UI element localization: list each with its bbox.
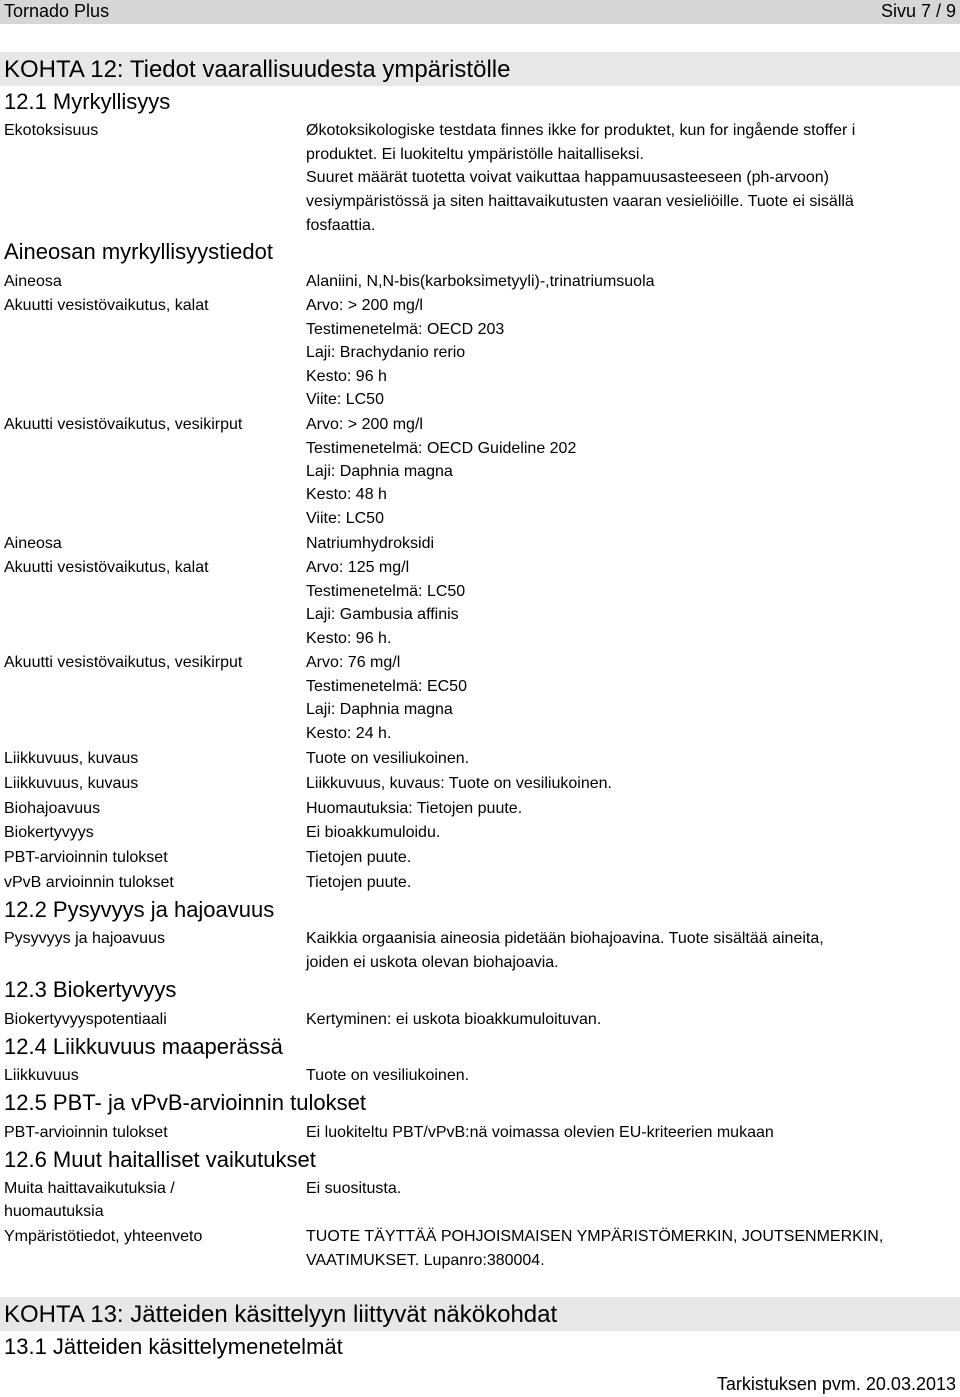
section-12-title: KOHTA 12: Tiedot vaarallisuudesta ympäristölle [4,56,511,83]
mobility-label: Liikkuvuus [4,1067,79,1084]
subsection-12-5-title: 12.5 PBT- ja vPvB-arvioinnin tulokset [4,1090,366,1115]
ecotoxicity-line-2: produktet. Ei luokiteltu ympäristölle haitalliseksi. [306,146,644,163]
revision-date: Tarkistuksen pvm. 20.03.2013 [716,1374,956,1394]
persistence-line-1: Kaikkia orgaanisia aineosia pidetään biohajoavina. Tuote sisältää aineita, [306,930,824,947]
ecotoxicity-line-3: Suuret määrät tuotetta voivat vaikuttaa happamuusasteeseen (ph-arvoon) [306,169,829,186]
row-value: Kesto: 48 h [306,486,387,503]
row-value: Kesto: 24 h. [306,725,392,742]
mobility-value: Tuote on vesiliukoinen. [306,1067,470,1084]
row-value: Testimenetelmä: EC50 [306,678,467,695]
row-value: Arvo: 125 mg/l [306,559,410,576]
row-value: Kesto: 96 h [306,368,387,385]
row-value: Arvo: 76 mg/l [306,654,401,671]
row-value: Testimenetelmä: OECD Guideline 202 [306,440,577,457]
row-value: Laji: Daphnia magna [306,463,453,480]
bioaccumulation-value: Kertyminen: ei uskota bioakkumuloituvan. [306,1011,602,1028]
row-value: Tietojen puute. [306,874,412,891]
row-value: Natriumhydroksidi [306,535,435,552]
row-label: Akuutti vesistövaikutus, vesikirput [4,654,243,671]
row-value: Liikkuvuus, kuvaus: Tuote on vesiliukoinen. [306,775,612,792]
row-label: Liikkuvuus, kuvaus [4,750,139,767]
other-effects-value: Ei suositusta. [306,1180,402,1197]
row-label: Aineosa [4,273,62,290]
page-number: Sivu 7 / 9 [880,1,956,21]
subsection-12-6-title: 12.6 Muut haitalliset vaikutukset [4,1147,316,1172]
row-label: PBT-arvioinnin tulokset [4,849,168,866]
subsection-12-2-title: 12.2 Pysyvyys ja hajoavuus [4,897,275,922]
pbt-label: PBT-arvioinnin tulokset [4,1124,168,1141]
row-label: Biohajoavuus [4,800,101,817]
bioaccumulation-label: Biokertyvyyspotentiaali [4,1011,167,1028]
row-value: Testimenetelmä: LC50 [306,583,466,600]
pbt-value: Ei luokiteltu PBT/vPvB:nä voimassa olevien EU-kriteerien mukaan [306,1124,774,1141]
row-label: Aineosa [4,535,62,552]
other-effects-label-line-1: Muita haittavaikutuksia / [4,1180,175,1197]
subsection-12-1-title: 12.1 Myrkyllisyys [4,89,171,114]
row-value: Testimenetelmä: OECD 203 [306,321,505,338]
other-effects-label-line-2: huomautuksia [4,1203,104,1220]
ecotoxicity-label: Ekotoksisuus [4,122,99,139]
row-value: Viite: LC50 [306,510,384,527]
row-value: Tuote on vesiliukoinen. [306,750,470,767]
row-label: Akuutti vesistövaikutus, kalat [4,297,209,314]
persistence-label: Pysyvyys ja hajoavuus [4,930,165,947]
row-value: Ei bioakkumuloidu. [306,824,441,841]
row-value: Tietojen puute. [306,849,412,866]
row-label: Liikkuvuus, kuvaus [4,775,139,792]
subsection-12-3-title: 12.3 Biokertyvyys [4,977,177,1002]
subsection-12-4-title: 12.4 Liikkuvuus maaperässä [4,1034,283,1059]
row-value: Arvo: > 200 mg/l [306,416,423,433]
product-name: Tornado Plus [4,1,110,21]
summary-line-2: VAATIMUKSET. Lupanro:380004. [306,1252,545,1269]
row-label: Akuutti vesistövaikutus, kalat [4,559,209,576]
row-value: Laji: Daphnia magna [306,701,453,718]
row-value: Laji: Gambusia affinis [306,606,459,623]
ecotoxicity-line-5: fosfaattia. [306,217,376,234]
row-value: Laji: Brachydanio rerio [306,344,466,361]
section-13-title: KOHTA 13: Jätteiden käsittelyyn liittyvät näkökohdat [4,1301,558,1328]
row-value: Viite: LC50 [306,391,384,408]
row-value: Alaniini, N,N-bis(karboksimetyyli)-,trinatriumsuola [306,273,655,290]
row-value: Huomautuksia: Tietojen puute. [306,800,523,817]
persistence-line-2: joiden ei uskota olevan biohajoavia. [306,954,559,971]
subsection-13-1-title: 13.1 Jätteiden käsittelymenetelmät [4,1334,343,1359]
row-value: Kesto: 96 h. [306,630,392,647]
row-label: Akuutti vesistövaikutus, vesikirput [4,416,243,433]
ingredient-toxicity-heading: Aineosan myrkyllisyystiedot [4,239,273,264]
ecotoxicity-line-1: Økotoksikologiske testdata finnes ikke for produktet, kun for ingående stoffer i [306,122,856,139]
ecotoxicity-line-4: vesiympäristössä ja siten haittavaikutusten vaaran vesieliöille. Tuote ei sisällä [306,193,854,210]
row-label: Biokertyvyys [4,824,94,841]
page-header [0,0,960,24]
summary-line-1: TUOTE TÄYTTÄÄ POHJOISMAISEN YMPÄRISTÖMERKIN, JOUTSENMERKIN, [306,1228,884,1245]
row-label: vPvB arvioinnin tulokset [4,874,174,891]
summary-label: Ympäristötiedot, yhteenveto [4,1228,203,1245]
row-value: Arvo: > 200 mg/l [306,297,423,314]
